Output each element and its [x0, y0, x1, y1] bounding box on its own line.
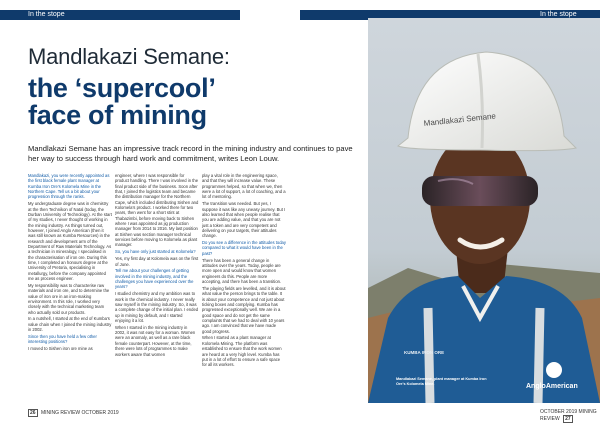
answer-text: I studied chemistry and my ambition was to work in the chemical industry. I never really saw myself in the mining industry. So, it was a complete change of the initial plan. I ended up in mining by default, and I started enjoying it a lot.	[115, 291, 199, 323]
section-label-left: In the stope	[28, 11, 65, 18]
anglo-logo-icon	[546, 362, 562, 378]
footer-date-right: OCTOBER 2019	[540, 409, 578, 415]
standfirst: Mandlakazi Semane has an impressive track record in the mining industry and continues to pave her way to success through hard work and commitment, writes Leon Louw.	[28, 144, 353, 163]
photo-caption: Mandlakazi Semane, plant manager at Kumba Iron Ore’s Kolomela Mine.	[396, 377, 487, 386]
answer-text: The transition was needed. But yes, I suppose it was like any uneasy journey. But I also learned that when people realise that you are adding value, and that you are not just a token and are very competent and delivering on your targets, their attitudes change.	[202, 201, 286, 239]
answer-text: There has been a general change in attitudes over the years. Today, people are more open and would know that women engineers do this. People are more accepting, and there has been a transition.	[202, 257, 282, 285]
helmet-text: Mandlakazi Semane	[423, 111, 497, 128]
question-text: Do you see a difference in the attitudes today compared to what it would have been in the past?	[202, 240, 286, 256]
answer-text: My undergraduate degree was in chemistry at the then Technikon of Natal (today, the Durban University of Technology). At the start of my studies, I never thought of working in the mining industry. As things turned out, however, I joined Anglo American (then it was still known as Kumba Resources) in the research and development arm of the Department of Raw Materials Technology. As a technician in mineralogy, I specialised in the characterisation of iron ore. During this time, I completed an honours degree at the University of Pretoria, specialising in metallurgy, before the company appointed me as process engineer.	[28, 201, 112, 282]
answer-text: My responsibility was to characterise raw materials and iron ore, and to determine the value of iron ore in an iron-making environment. In this role, I worked very closely with the technical marketing team who actually sold our products.	[28, 282, 110, 315]
answer-text: play a vital role in the engineering space, and that they will increase value. These programmes helped, so that when we, then were a lot of support, a lot of coaching, and a lot of mentoring.	[202, 173, 286, 200]
section-label-right: In the stope	[540, 11, 577, 18]
article-column-1	[28, 173, 112, 353]
anglo-logo-text: AngloAmerican	[526, 383, 578, 390]
answer-text: The playing fields are levelled, and it is about what value the person brings to the table. It is about your competence and not just about ticking boxes and complying. Kumba has progressed exceptionally well. We are in a good space and do not get the same complaints that we had to deal with 10 years ago. I am convinced that we have made good progress.	[202, 285, 286, 334]
question-text: Mandlakazi, you were recently appointed as the first black female plant manager at Kumba Iron Ore’s Kolomela Mine in the Northern Cape. Tell us a bit about your progression through the ranks.	[28, 173, 110, 200]
answer-text: I moved to Sishen iron ore mine as	[28, 346, 93, 352]
headline-line-2: face of mining	[28, 100, 207, 130]
footer-left	[28, 409, 119, 417]
footer-publication-left: MINING REVIEW	[40, 410, 81, 416]
footer-right	[540, 409, 600, 423]
question-text: So, you have only just started at Kolomela?	[115, 249, 196, 255]
article-column-3	[202, 173, 286, 369]
question-text: Tell me about your challenges of getting involved in the mining industry, and the challenges you have experienced over the years?	[115, 268, 194, 290]
footer-date-left: OCTOBER 2019	[81, 410, 119, 416]
answer-text: When I started in the mining industry in 2002, it was not easy for a woman. Women were an anomaly, as well as a rare black female counterpart. However, at the time, there were lots of programmes to make workers aware that women	[115, 324, 196, 357]
headline-line-1: the ‘supercool’	[28, 73, 216, 103]
article-column-2	[115, 173, 199, 358]
answer-text: engineer, where I was responsible for product handling. There I was involved in the final product side of the business. Soon after that, I joined the logistics team and became the distribution manager for the Northern Cape, which included distributing Sishen and Kolomela’s product. I worked there for two years, then went for a short stint at Thabazimbi, before moving back to Sishen where I was appointed as jig production manager from 2014 to 2016. My last position at Sishen was section manager technical services before moving to Kolomela as plant manager.	[115, 173, 199, 248]
vest-text: KUMBA IRON ORE	[404, 350, 445, 355]
answer-text: Yes, my first day at Kolomela was on the first of June.	[115, 256, 199, 267]
footer-publication-right: MINING REVIEW	[540, 409, 597, 422]
answer-text: In a nutshell, I started at the end of Kumba’s value chain when I joined the mining industry in 2002.	[28, 316, 112, 333]
portrait-photo	[368, 18, 600, 403]
page-number-right: 27	[565, 416, 571, 422]
page-number-left: 26	[30, 410, 36, 416]
article-name-heading: Mandlakazi Semane:	[28, 44, 230, 69]
answer-text: When I started as a plant manager at Kolomela Mining. The platform was established to ensure that the work women are heard at a very high level. Kumba has put in a lot of effort to ensure a safe space for all its workers.	[202, 335, 282, 368]
portrait-illustration	[368, 18, 600, 403]
question-text: Since then you have held a few other interesting positions?	[28, 333, 97, 345]
